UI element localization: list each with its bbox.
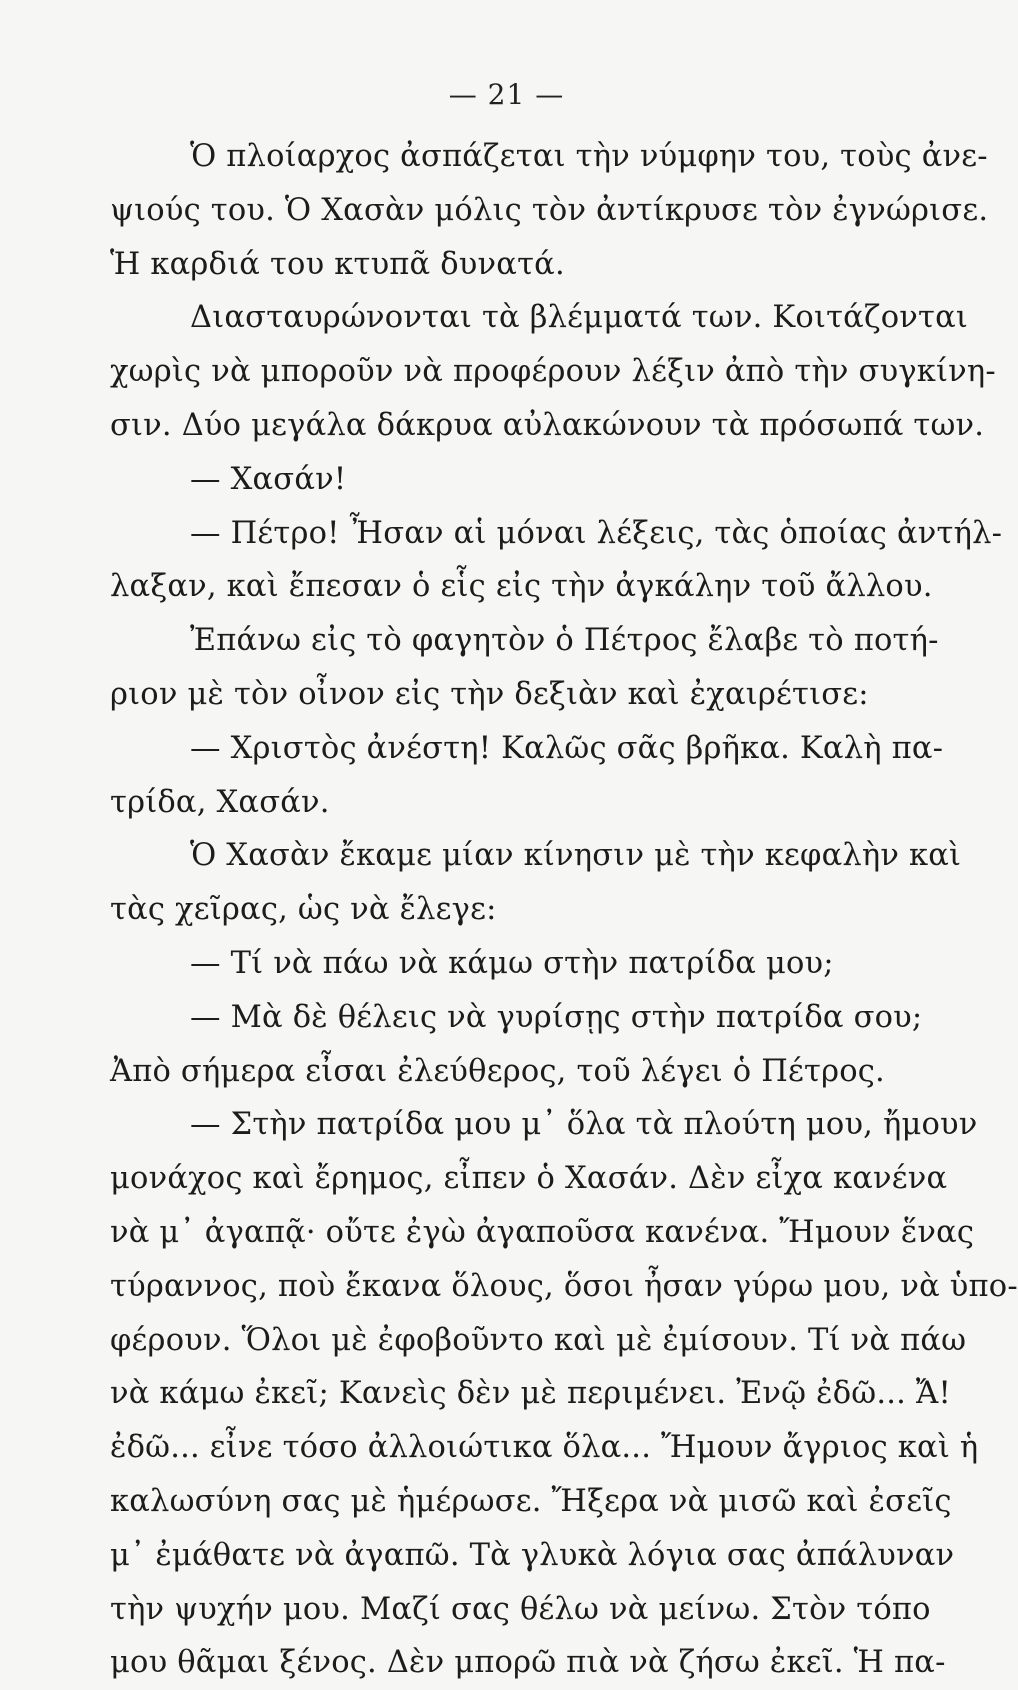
text-line: σιν. Δύο μεγάλα δάκρυα αὐλακώνουν τὰ πρόσωπά των.: [110, 407, 985, 443]
text-line: Ἡ καρδιά του κτυπᾶ δυνατά.: [110, 246, 565, 282]
text-line: τύραννος, ποὺ ἔκανα ὅλους, ὅσοι ἦσαν γύρω μου, νὰ ὑπο-: [110, 1268, 1018, 1304]
text-line: Ὁ Χασὰν ἔκαμε μίαν κίνησιν μὲ τὴν κεφαλὴν καὶ: [190, 838, 962, 874]
page-number: — 21 —: [448, 78, 565, 111]
text-line: — Χριστὸς ἀνέστη! Καλῶς σᾶς βρῆκα. Καλὴ πα-: [190, 730, 944, 766]
text-line: μονάχος καὶ ἔρημος, εἶπεν ὁ Χασάν. Δὲν εἶχα κανένα: [110, 1161, 948, 1197]
text-line: τρίδα, Χασάν.: [110, 784, 330, 820]
text-line: ψιούς του. Ὁ Χασὰν μόλις τὸν ἀντίκρυσε τὸν ἐγνώρισε.: [110, 192, 989, 228]
text-line: νὰ κάμω ἐκεῖ; Κανεὶς δὲν μὲ περιμένει. Ἐνῷ ἐδῶ... Ἄ!: [110, 1376, 951, 1412]
text-line: ριον μὲ τὸν οἶνον εἰς τὴν δεξιὰν καὶ ἐχαιρέτισε:: [110, 676, 869, 712]
text-line: φέρουν. Ὅλοι μὲ ἐφοβοῦντο καὶ μὲ ἐμίσουν. Τί νὰ πάω: [110, 1322, 967, 1358]
text-line: — Τί νὰ πάω νὰ κάμω στὴν πατρίδα μου;: [190, 945, 834, 981]
text-line: Ὁ πλοίαρχος ἀσπάζεται τὴν νύμφην του, τοὺς ἀνε-: [190, 139, 988, 174]
text-line: μου θᾶμαι ξένος. Δὲν μπορῶ πιὰ νὰ ζήσω ἐκεῖ. Ἡ πα-: [110, 1645, 946, 1681]
text-line: — Πέτρο! Ἦσαν αἱ μόναι λέξεις, τὰς ὁποίας ἀντήλ-: [190, 515, 1003, 551]
text-line: — Στὴν πατρίδα μου μ᾽ ὅλα τὰ πλούτη μου, ἤμουν: [190, 1107, 978, 1143]
text-line: μ᾽ ἐμάθατε νὰ ἀγαπῶ. Τὰ γλυκὰ λόγια σας ἀπάλυναν: [110, 1537, 955, 1573]
text-line: χωρὶς νὰ μποροῦν νὰ προφέρουν λέξιν ἀπὸ τὴν συγκίνη-: [110, 354, 996, 390]
text-line: Ἐπάνω εἰς τὸ φαγητὸν ὁ Πέτρος ἔλαβε τὸ ποτή-: [190, 623, 939, 659]
text-line: — Χασάν!: [190, 461, 347, 497]
body-text: [110, 130, 1018, 1690]
text-line: τὰς χεῖρας, ὡς νὰ ἔλεγε:: [110, 892, 497, 928]
text-line: λαξαν, καὶ ἔπεσαν ὁ εἷς εἰς τὴν ἀγκάλην τοῦ ἄλλου.: [110, 569, 933, 605]
text-line: νὰ μ᾽ ἀγαπᾷ· οὔτε ἐγὼ ἀγαποῦσα κανένα. Ἤμουν ἕνας: [110, 1214, 975, 1250]
text-line: τὴν ψυχήν μου. Μαζί σας θέλω νὰ μείνω. Στὸν τόπο: [110, 1591, 931, 1627]
text-line: Ἀπὸ σήμερα εἶσαι ἐλεύθερος, τοῦ λέγει ὁ Πέτρος.: [110, 1053, 885, 1089]
text-line: Διασταυρώνονται τὰ βλέμματά των. Κοιτάζονται: [190, 300, 969, 336]
text-line: — Μὰ δὲ θέλεις νὰ γυρίσῃς στὴν πατρίδα σου;: [190, 999, 923, 1035]
text-line: ἐδῶ... εἶνε τόσο ἀλλοιώτικα ὅλα... Ἤμουν ἄγριος καὶ ἡ: [110, 1430, 979, 1466]
text-line: καλωσύνη σας μὲ ἡμέρωσε. Ἤξερα νὰ μισῶ καὶ ἐσεῖς: [110, 1483, 952, 1519]
